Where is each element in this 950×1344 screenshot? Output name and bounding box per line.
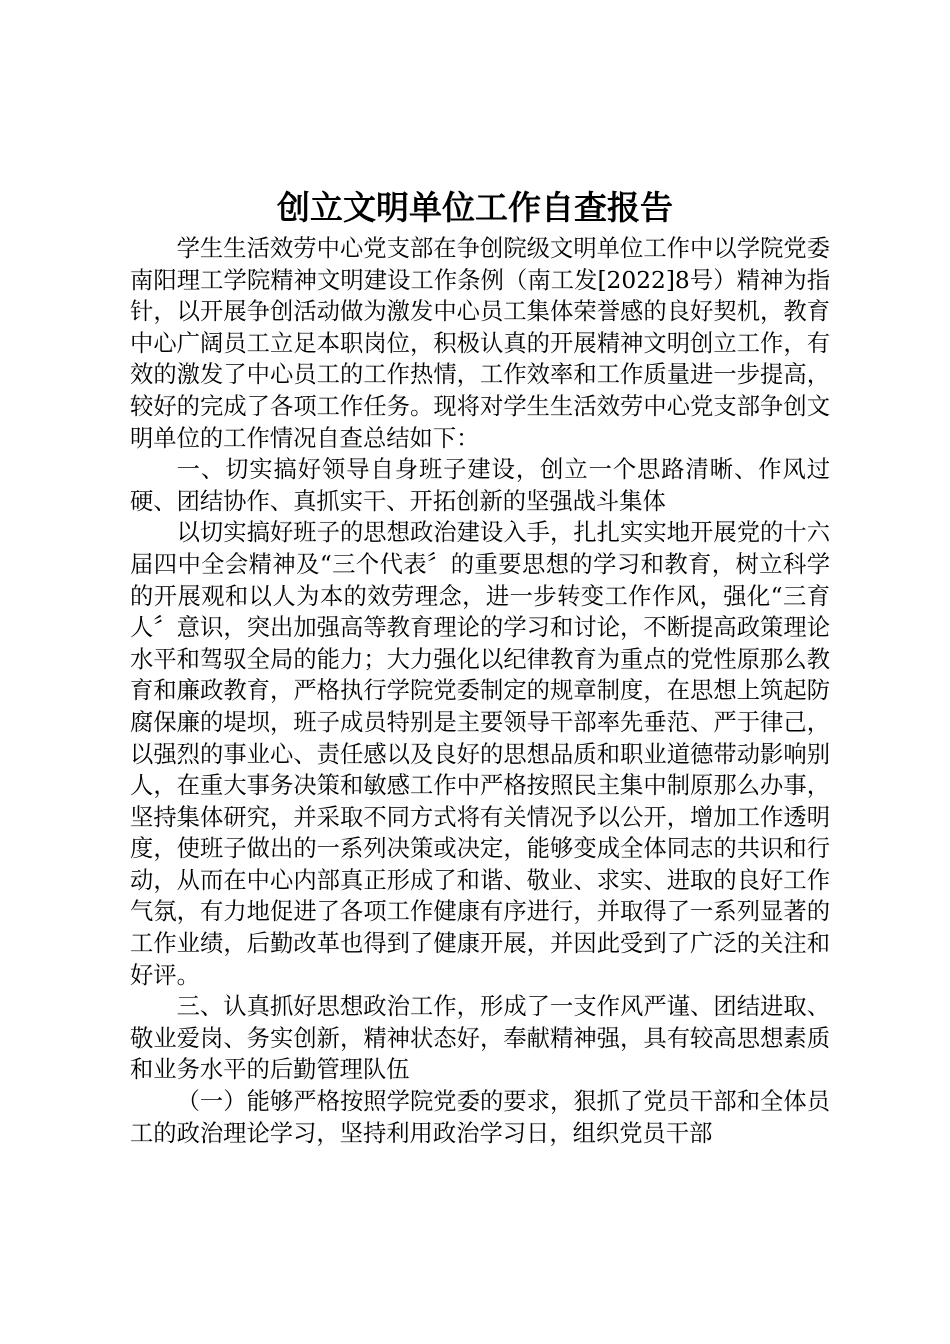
document-title: 创立文明单位工作自查报告 xyxy=(277,188,673,227)
paragraph-section-3-heading: 三、认真抓好思想政治工作，形成了一支作风严谨、团结进取、敬业爱岗、务实创新，精神状态好，奉献精神强，具有较高思想素质和业务水平的后勤管理队伍 xyxy=(130,993,830,1084)
paragraph-section-1-heading: 一、切实搞好领导自身班子建设，创立一个思路清晰、作风过硬、团结协作、真抓实干、开拓创新的坚强战斗集体 xyxy=(130,456,830,515)
paragraph-subsection-1: （一）能够严格按照学院党委的要求，狠抓了党员干部和全体员工的政治理论学习，坚持利用政治学习日，组织党员干部 xyxy=(130,1088,830,1147)
document-body xyxy=(130,233,830,1149)
paragraph-intro: 学生生活效劳中心党支部在争创院级文明单位工作中以学院党委南阳理工学院精神文明建设工作条例（南工发[2022]8号）精神为指针，以开展争创活动做为激发中心员工集体荣誉感的良好契机，教育中心广阔员工立足本职岗位，积极认真的开展精神文明创立工作，有效的激发了中心员工的工作热情，工作效率和工作质量进一步提高，较好的完成了各项工作任务。现将对学生生活效劳中心党支部争创文明单位的工作情况自查总结如下： xyxy=(130,235,830,452)
paragraph-section-1-body: 以切实搞好班子的思想政治建设入手，扎扎实实地开展党的十六届四中全会精神及“三个代表〞的重要思想的学习和教育，树立科学的开展观和以人为本的效劳理念，进一步转变工作作风，强化“三育人〞意识，突出加强高等教育理论的学习和讨论，不断提高政策理论水平和驾驭全局的能力；大力强化以纪律教育为重点的党性原那么教育和廉政教育，严格执行学院党委制定的规章制度，在思想上筑起防腐保廉的堤坝，班子成员特别是主要领导干部率先垂范、严于律己，以强烈的事业心、责任感以及良好的思想品质和职业道德带动影响别人，在重大事务决策和敏感工作中严格按照民主集中制原那么办事，坚持集体研究，并采取不同方式将有关情况予以公开，增加工作透明度，使班子做出的一系列决策或决定，能够变成全体同志的共识和行动，从而在中心内部真正形成了和谐、敬业、求实、进取的良好工作气氛，有力地促进了各项工作健康有序进行，并取得了一系列显著的工作业绩，后勤改革也得到了健康开展，并因此受到了广泛的关注和好评。 xyxy=(130,519,830,989)
